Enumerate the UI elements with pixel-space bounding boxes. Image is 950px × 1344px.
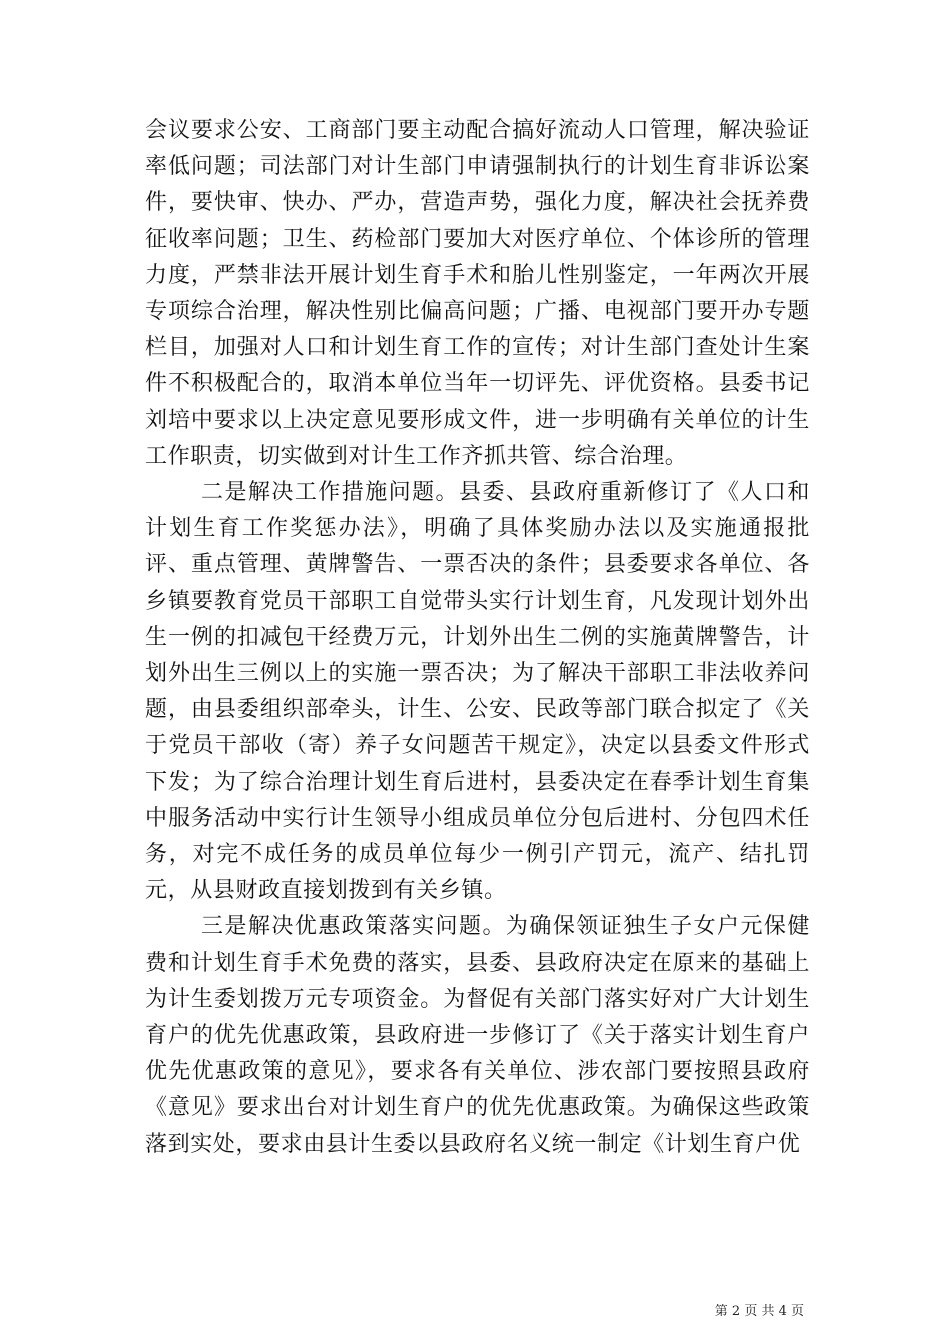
page-number-footer: 第 2 页 共 4 页 bbox=[714, 1304, 804, 1319]
paragraph-work-measures: 二是解决工作措施问题。县委、县政府重新修订了《人口和计划生育工作奖惩办法》，明确了具体奖励办法以及实施通报批评、重点管理、黄牌警告、一票否决的条件；县委要求各单位、各乡镇要教育党员干部职工自觉带头实行计划生育，凡发现计划外出生一例的扣减包干经费万元，计划外出生二例的实施黄牌警告，计划外出生三例以上的实施一票否决；为了解决干部职工非法收养问题，由县委组织部牵头，计生、公安、民政等部门联合拟定了《关于党员干部收（寄）养子女问题苦干规定》，决定以县委文件形式下发；为了综合治理计划生育后进村，县委决定在春季计划生育集中服务活动中实行计生领导小组成员单位分包后进村、分包四术任务，对完不成任务的成员单位每少一例引产罚元，流产、结扎罚元，从县财政直接划拨到有关乡镇。 bbox=[145, 480, 810, 904]
paragraph-preferential-policy: 三是解决优惠政策落实问题。为确保领证独生子女户元保健费和计划生育手术免费的落实，县委、县政府决定在原来的基础上为计生委划拨万元专项资金。为督促有关部门落实好对广大计划生育户的优先优惠政策，县政府进一步修订了《关于落实计划生育户优先优惠政策的意见》，要求各有关单位、涉农部门要按照县政府《意见》要求出台对计划生育户的优先优惠政策。为确保这些政策落到实处，要求由县计生委以县政府名义统一制定《计划生育户优 bbox=[145, 914, 810, 1157]
document-body bbox=[145, 113, 810, 1163]
paragraph-continuation: 会议要求公安、工商部门要主动配合搞好流动人口管理，解决验证率低问题；司法部门对计生部门申请强制执行的计划生育非诉讼案件，要快审、快办、严办，营造声势，强化力度，解决社会抚养费征收率问题；卫生、药检部门要加大对医疗单位、个体诊所的管理力度，严禁非法开展计划生育手术和胎儿性别鉴定，一年两次开展专项综合治理，解决性别比偏高问题；广播、电视部门要开办专题栏目，加强对人口和计划生育工作的宣传；对计生部门查处计生案件不积极配合的，取消本单位当年一切评先、评优资格。县委书记刘培中要求以上决定意见要形成文件，进一步明确有关单位的计生工作职责，切实做到对计生工作齐抓共管、综合治理。 bbox=[145, 118, 810, 469]
